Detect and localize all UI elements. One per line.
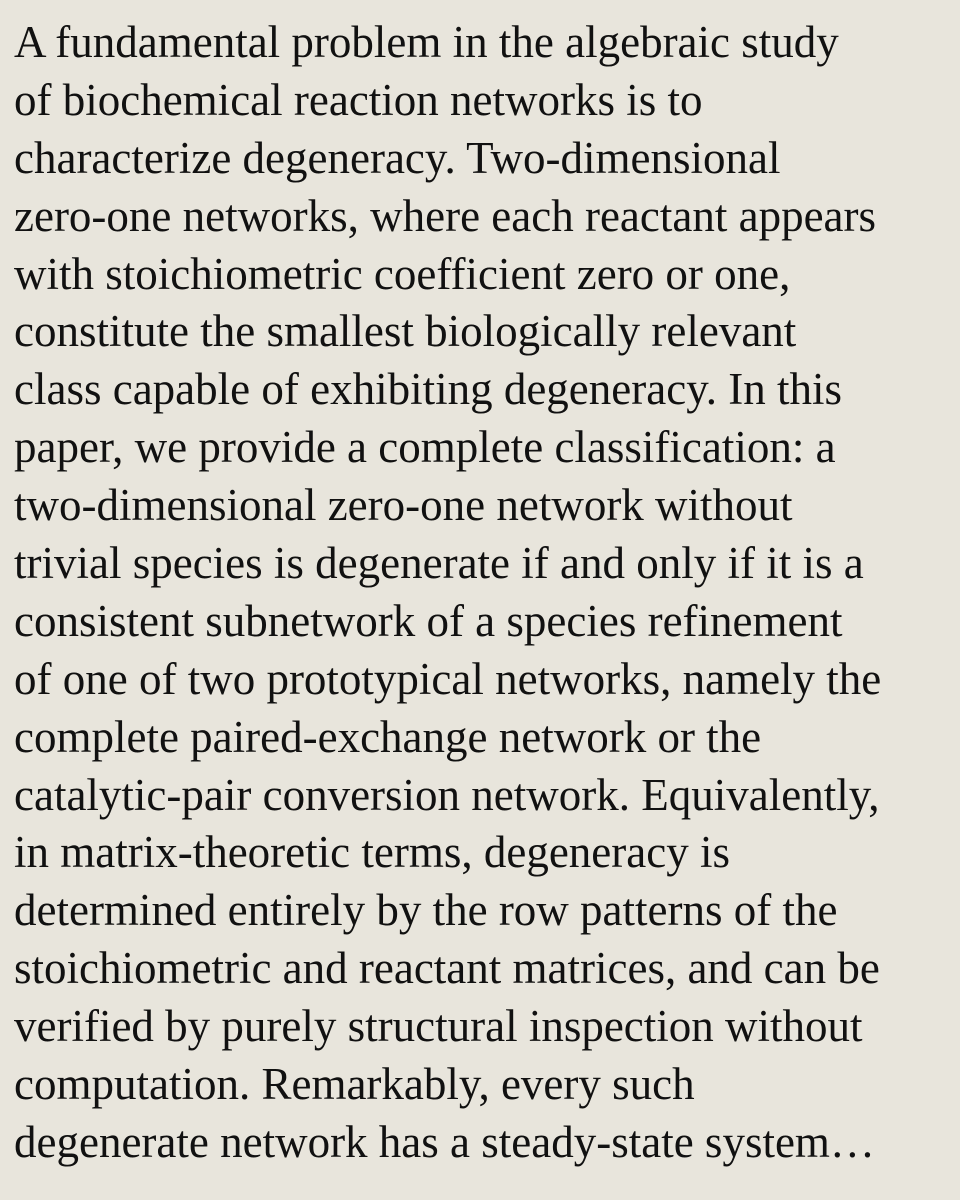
- abstract-line: degenerate network has a steady-state system…: [14, 1116, 875, 1167]
- abstract-line: paper, we provide a complete classification: a: [14, 422, 836, 473]
- abstract-line: trivial species is degenerate if and only if it is a: [14, 538, 864, 589]
- abstract-text: [14, 14, 954, 1172]
- abstract-line: complete paired-exchange network or the: [14, 711, 762, 762]
- abstract-line: A fundamental problem in the algebraic study: [14, 17, 839, 67]
- abstract-line: constitute the smallest biologically relevant: [14, 306, 797, 357]
- abstract-line: in matrix-theoretic terms, degeneracy is: [14, 827, 730, 878]
- abstract-line: stoichiometric and reactant matrices, and can be: [14, 943, 880, 994]
- abstract-line: catalytic-pair conversion network. Equivalently,: [14, 769, 880, 820]
- abstract-line: verified by purely structural inspection without: [14, 1001, 863, 1052]
- abstract-line: determined entirely by the row patterns of the: [14, 885, 838, 936]
- abstract-line: with stoichiometric coefficient zero or one,: [14, 248, 791, 299]
- abstract-line: characterize degeneracy. Two-dimensional: [14, 132, 781, 183]
- abstract-line: zero-one networks, where each reactant appears: [14, 190, 877, 241]
- abstract-line: computation. Remarkably, every such: [14, 1059, 695, 1110]
- abstract-line: consistent subnetwork of a species refinement: [14, 595, 843, 646]
- abstract-line: class capable of exhibiting degeneracy. In this: [14, 364, 843, 415]
- abstract-line: two-dimensional zero-one network without: [14, 480, 793, 531]
- abstract-line: of biochemical reaction networks is to: [14, 74, 703, 125]
- abstract-line: of one of two prototypical networks, namely the: [14, 653, 882, 704]
